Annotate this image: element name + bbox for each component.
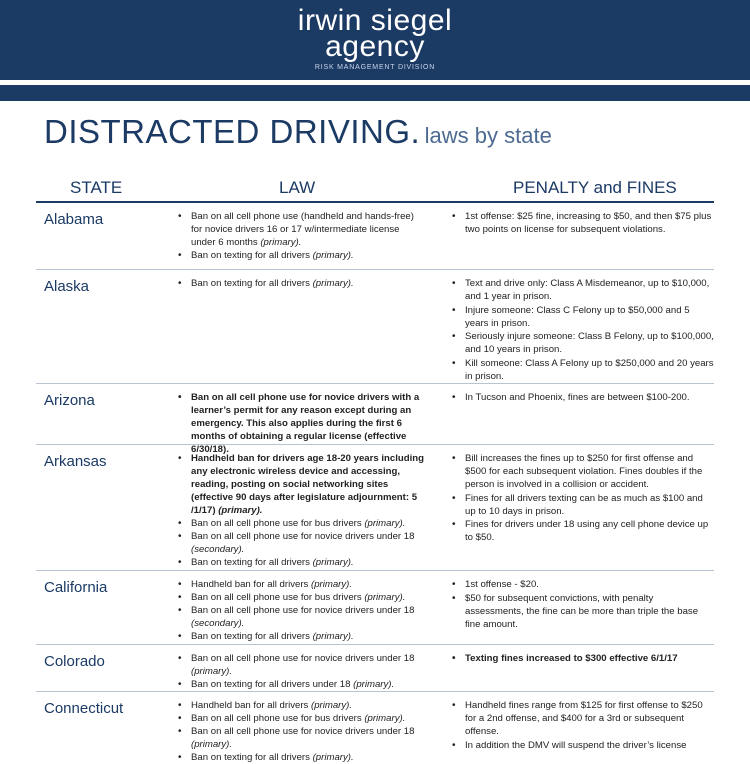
- law-list: [176, 652, 426, 691]
- law-item: • Ban on texting for all drivers (primary).: [176, 277, 426, 290]
- penalty-item: • Handheld fines range from $125 for first offense to $250 for a 2nd offense, and $400 for a 3rd or subsequent offense.: [450, 699, 714, 738]
- logo-subtitle: RISK MANAGEMENT DIVISION: [314, 64, 436, 71]
- law-item: • Ban on all cell phone use for novice drivers with a learner’s permit for any reason except during an emergency. This also applies during the first 6 months of obtaining a regular license (effective 6/30/18).: [176, 391, 426, 456]
- title-sub: laws by state: [424, 123, 552, 148]
- column-header-penalty: PENALTY and FINES: [513, 178, 677, 197]
- penalty-item: • In Tucson and Phoenix, fines are between $100-200.: [450, 391, 714, 404]
- penalty-list: [450, 210, 714, 237]
- penalty-item: • Fines for all drivers texting can be as much as $100 and up to 10 days in prison.: [450, 492, 714, 518]
- law-item: • Ban on texting for all drivers (primary).: [176, 556, 426, 569]
- penalty-item: • 1st offense - $20.: [450, 578, 714, 591]
- law-item: • Ban on texting for all drivers under 18 (primary).: [176, 678, 426, 691]
- state-name: Arkansas: [44, 453, 107, 470]
- penalty-list: [450, 699, 714, 752]
- penalty-list: [450, 277, 714, 383]
- law-list: [176, 699, 426, 764]
- penalty-item: • Seriously injure someone: Class B Felony, up to $100,000, and 10 years in prison.: [450, 330, 714, 356]
- penalty-item: • Bill increases the fines up to $250 for first offense and $500 for each subsequent violation. Fines doubles if the person is involved in a collision or accident.: [450, 452, 714, 491]
- law-item: • Ban on all cell phone use for novice drivers under 18 (secondary).: [176, 530, 426, 556]
- penalty-item: • Fines for drivers under 18 using any cell phone device up to $50.: [450, 518, 714, 544]
- law-item: • Handheld ban for drivers age 18-20 years including any electronic wireless device and accessing, reading, posting on social networking sites (effective 90 days after legislature adjournment: 5 /1/17) (primary).: [176, 452, 426, 517]
- agency-header: [0, 0, 750, 80]
- page-title: [44, 113, 552, 151]
- state-name: Alabama: [44, 211, 104, 228]
- state-name: California: [44, 579, 108, 596]
- law-list: [176, 210, 426, 262]
- law-list: [176, 452, 426, 569]
- law-item: • Ban on all cell phone use for novice drivers under 18 (secondary).: [176, 604, 426, 630]
- penalty-list: [450, 391, 714, 405]
- penalty-item: • 1st offense: $25 fine, increasing to $50, and then $75 plus two points on license for subsequent violations.: [450, 210, 714, 236]
- state-name: Connecticut: [44, 700, 124, 717]
- law-item: • Ban on all cell phone use for bus drivers (primary).: [176, 712, 426, 725]
- law-item: • Ban on texting for all drivers (primary).: [176, 249, 426, 262]
- logo-line2: agency: [325, 30, 425, 63]
- penalty-item: • $50 for subsequent convictions, with penalty assessments, the fine can be more than triple the base fine amount.: [450, 592, 714, 631]
- penalty-list: [450, 452, 714, 545]
- penalty-list: [450, 578, 714, 631]
- header-stripe: [0, 85, 750, 101]
- state-row-alaska: [36, 270, 714, 384]
- state-name: Arizona: [44, 392, 95, 409]
- penalty-list: [450, 652, 714, 666]
- logo-line1: irwin siegel: [297, 4, 453, 37]
- penalty-item: • Kill someone: Class A Felony up to $250,000 and 20 years in prison.: [450, 357, 714, 383]
- column-header-state: STATE: [70, 178, 123, 197]
- penalty-item: • Injure someone: Class C Felony up to $50,000 and 5 years in prison.: [450, 304, 714, 330]
- law-list: [176, 578, 426, 643]
- law-item: • Ban on texting for all drivers (primary).: [176, 751, 426, 764]
- penalty-item: • In addition the DMV will suspend the driver’s license: [450, 739, 714, 752]
- state-row-arizona: [36, 384, 714, 455]
- penalty-item: • Text and drive only: Class A Misdemeanor, up to $10,000, and 1 year in prison.: [450, 277, 714, 303]
- law-item: • Ban on all cell phone use (handheld and hands-free) for novice drivers 16 or 17 w/intermediate license under 6 months (primary).: [176, 210, 426, 249]
- penalty-item: • Texting fines increased to $300 effective 6/1/17: [450, 652, 714, 665]
- law-item: • Handheld ban for all drivers (primary).: [176, 699, 426, 712]
- state-row-alabama: [36, 203, 714, 270]
- column-header-law: LAW: [279, 178, 316, 197]
- state-row-colorado: [36, 645, 714, 692]
- law-item: • Ban on all cell phone use for novice drivers under 18 (primary).: [176, 725, 426, 751]
- law-item: • Ban on all cell phone use for bus drivers (primary).: [176, 591, 426, 604]
- state-name: Alaska: [44, 278, 90, 295]
- law-item: • Ban on texting for all drivers (primary).: [176, 630, 426, 643]
- state-row-connecticut: [36, 692, 714, 763]
- title-main: DISTRACTED DRIVING.: [44, 113, 421, 150]
- law-item: • Ban on all cell phone use for novice drivers under 18 (primary).: [176, 652, 426, 678]
- state-row-arkansas: [36, 445, 714, 571]
- law-item: • Ban on all cell phone use for bus drivers (primary).: [176, 517, 426, 530]
- law-list: [176, 277, 426, 290]
- law-item: • Handheld ban for all drivers (primary).: [176, 578, 426, 591]
- state-name: Colorado: [44, 653, 105, 670]
- state-row-california: [36, 571, 714, 645]
